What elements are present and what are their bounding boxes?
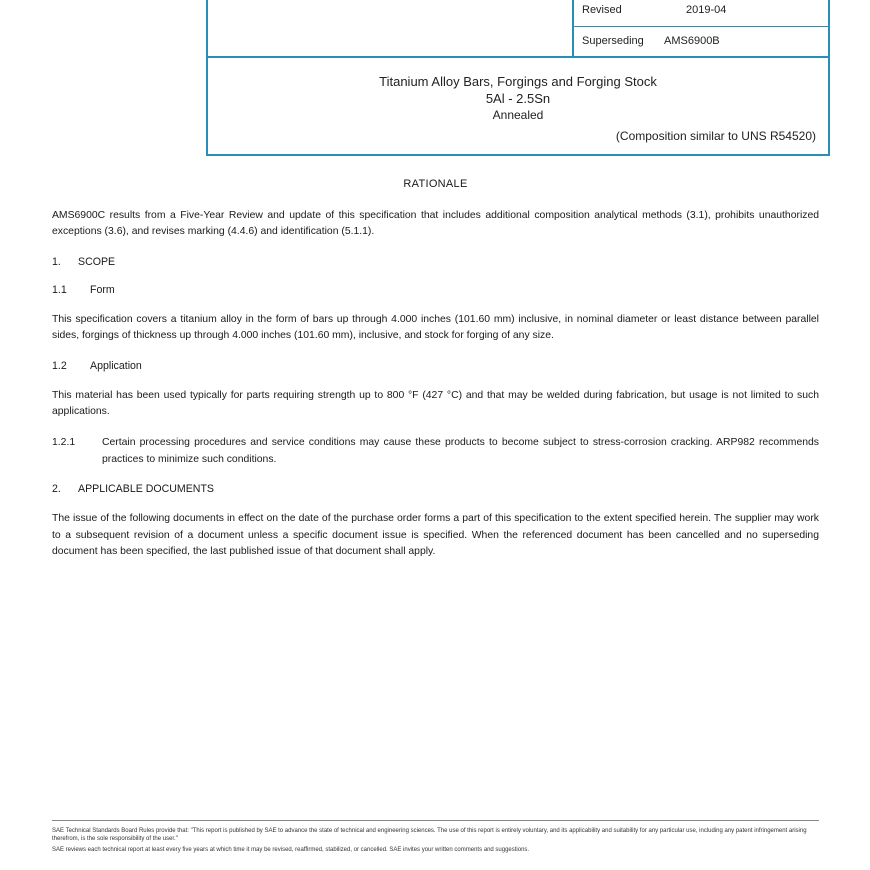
rationale-text: AMS6900C results from a Five-Year Review and update of this specification that includes additional composition analytical methods (3.1), prohibits unauthorized exceptions (3.6), and revises marking (4.4.6) and identification (5.1.1). [52,210,819,238]
spec-alloy: 5Al - 2.5Sn [485,91,551,106]
section-1-2-1 [52,435,819,468]
section-title: APPLICABLE DOCUMENTS [78,483,214,496]
header-meta-row [208,0,828,58]
section-application [52,360,819,372]
superseding-value: AMS6900B [664,35,720,47]
spec-condition: Annealed [492,108,544,122]
header-divider [572,0,574,56]
spec-title: Titanium Alloy Bars, Forgings and Forging Stock [379,74,657,89]
section-title: Application [90,359,142,372]
section-scope [52,256,819,268]
applicable-documents-text: The issue of the following documents in effect on the date of the purchase order forms a part of this specification to the extent specified herein. The supplier may work to a subsequent revision of a document unless a specific document issue is specified. When the referenced document has been cancelled and no superseding document has been specified, the last published issue of that document shall apply. [52,513,819,558]
footer-rule [52,820,819,821]
form-text: This specification covers a titanium alloy in the form of bars up through 4.000 inches (101.60 mm) inclusive, in nominal diameter or least distance between parallel sides, forgings of thickness up through 4.000 inches (101.60 mm), inclusive, and stock for forging of any size. [52,313,819,342]
application-text: This material has been used typically for parts requiring strength up to 800 °F (427 °C) and that may be welded during fabrication, but usage is not limited to such applications. [52,389,819,418]
page-footer [52,820,819,857]
section-title: SCOPE [78,255,116,268]
footer-review-notice: SAE reviews each technical report at least every five years at which time it may be revised, reaffirmed, stabilized, or cancelled. SAE invites your written comments and suggestions. [52,847,530,853]
spec-header-box [206,0,830,156]
stress-corrosion-text: Certain processing procedures and service conditions may cause these products to become subject to stress-corrosion cracking. ARP982 recommends practices to minimize such conditions. [102,437,819,465]
header-row-line [574,26,828,27]
section-form [52,284,819,296]
section-title: Form [90,283,115,296]
superseding-label: Superseding [582,35,644,47]
document-body [52,178,819,575]
section-number: 1.1 [52,283,67,296]
section-applicable-documents [52,483,819,495]
section-number: 1. [52,255,61,268]
revised-date: 2019-04 [686,4,727,16]
section-number: 1.2.1 [52,437,76,449]
rationale-heading: RATIONALE [403,178,468,190]
section-number: 2. [52,483,61,496]
section-number: 1.2 [52,359,67,372]
footer-notice: SAE Technical Standards Board Rules provide that: "This report is published by SAE to advance the state of technical and engineering sciences. The use of this report is entirely voluntary, and its applicability and suitability for any particular use, including any patent infringement arising therefrom, is the sole responsibility of the user." [52,828,807,842]
revised-label: Revised [582,4,622,16]
spec-composition: (Composition similar to UNS R54520) [615,129,816,143]
